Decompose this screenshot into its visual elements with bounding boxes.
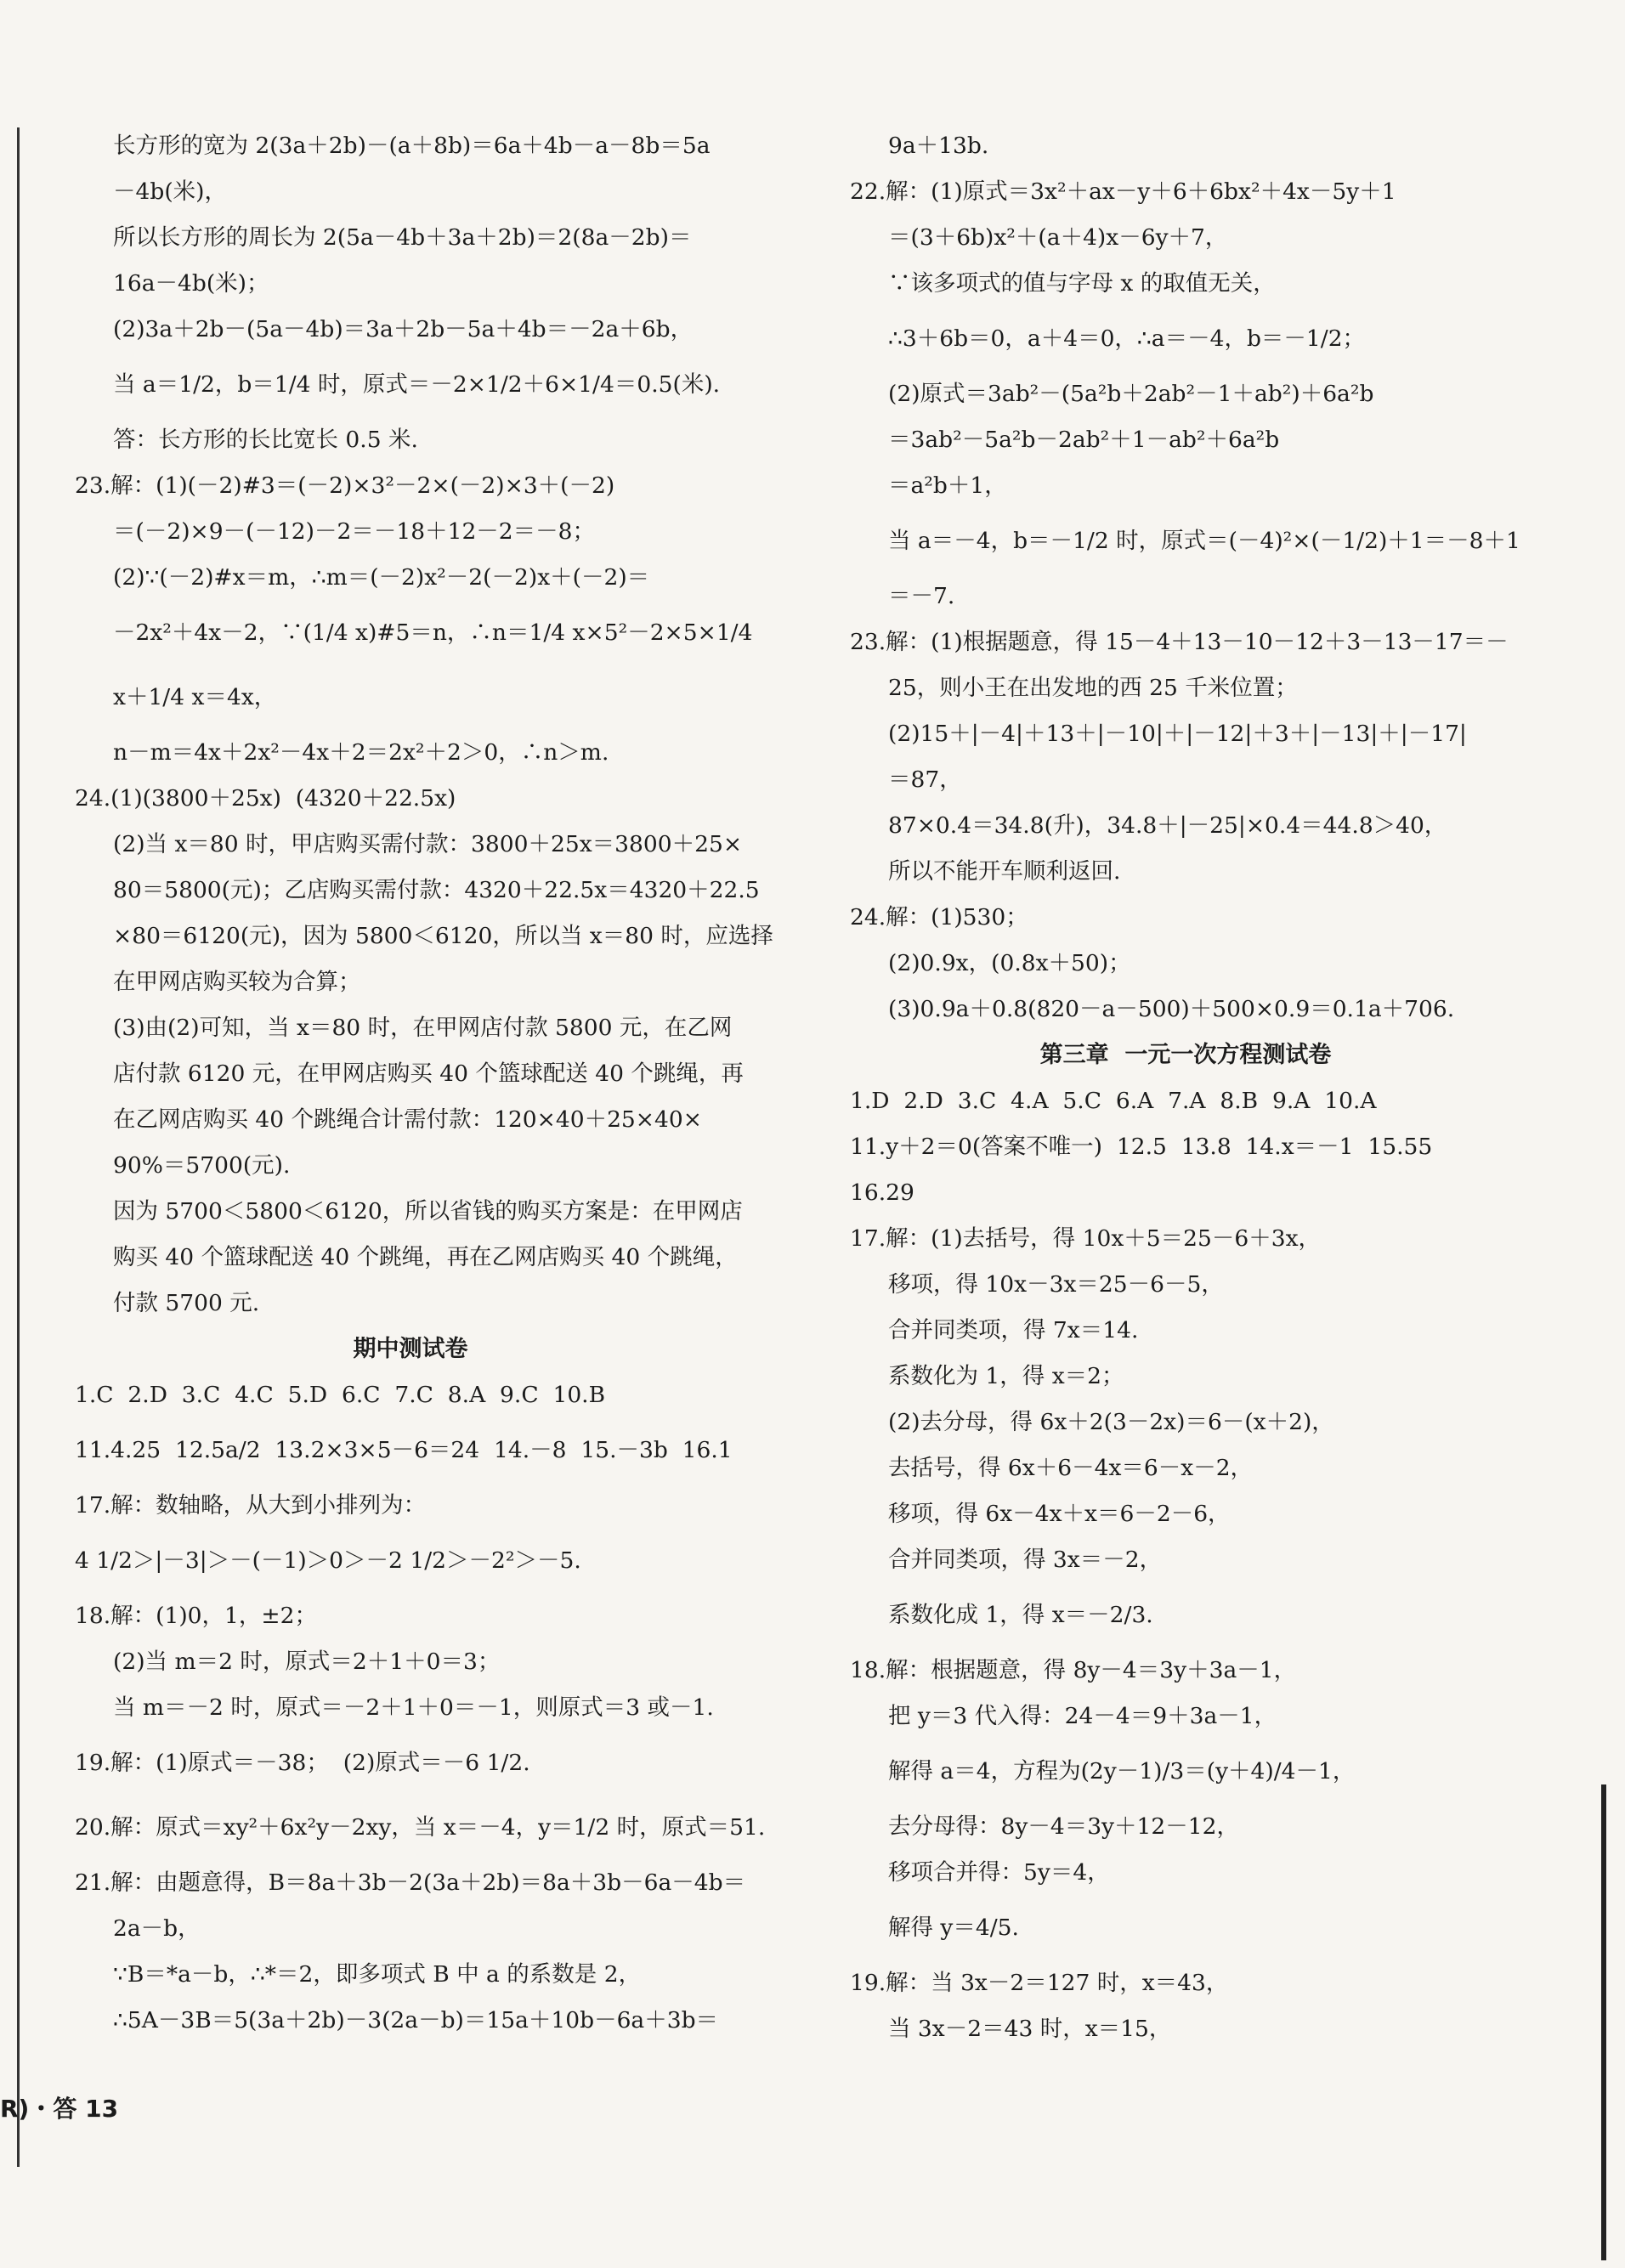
text-line: x＋1/4 x＝4x，: [113, 684, 277, 710]
text-line: (2)去分母，得 6x＋2(3－2x)＝6－(x＋2)，: [888, 1409, 1334, 1435]
question-line: 23.解：(1)根据题意，得 15－4＋13－10－12＋3－13－17＝－: [850, 629, 1509, 655]
question-line: 19.解：(1)原式＝－38； (2)原式＝－6 1/2.: [75, 1750, 530, 1776]
text-line: ＝a²b＋1，: [888, 472, 1007, 499]
text-line: 90%＝5700(元).: [113, 1152, 291, 1179]
binding-line: [17, 127, 20, 2167]
text-line: 16a－4b(米)；: [113, 270, 269, 297]
text-line: 当 3x－2＝43 时，x＝15，: [888, 2016, 1172, 2042]
text-line: 去括号，得 6x＋6－4x＝6－x－2，: [888, 1455, 1254, 1481]
text-line: 2a－b，: [113, 1915, 201, 1942]
answer-line: 1.D 2.D 3.C 4.A 5.C 6.A 7.A 8.B 9.A 10.A: [850, 1088, 1377, 1114]
section-title: 第三章 一元一次方程测试卷: [1039, 1042, 1332, 1068]
text-line: 长方形的宽为 2(3a＋2b)－(a＋8b)＝6a＋4b－a－8b＝5a: [113, 133, 711, 159]
question-line: 18.解：根据题意，得 8y－4＝3y＋3a－1，: [850, 1657, 1297, 1683]
text-line: (3)0.9a＋0.8(820－a－500)＋500×0.9＝0.1a＋706.: [888, 996, 1455, 1022]
text-line: 因为 5700＜5800＜6120，所以省钱的购买方案是：在甲网店: [113, 1198, 743, 1224]
text-line: ＝(3＋6b)x²＋(a＋4)x－6y＋7，: [888, 224, 1228, 251]
question-line: 18.解：(1)0，1，±2；: [75, 1603, 317, 1629]
text-line: 把 y＝3 代入得：24－4＝9＋3a－1，: [888, 1703, 1277, 1729]
text-line: ＝87，: [888, 766, 962, 793]
text-line: n－m＝4x＋2x²－4x＋2＝2x²＋2＞0，∴n＞m.: [113, 739, 609, 766]
left-column: [75, 123, 773, 2044]
text-line: 合并同类项，得 7x＝14.: [888, 1317, 1139, 1343]
text-line: 系数化成 1，得 x＝－2/3.: [888, 1602, 1153, 1628]
text-line: 解得 a＝4，方程为(2y－1)/3＝(y＋4)/4－1，: [888, 1758, 1356, 1784]
question-line: 19.解：当 3x－2＝127 时，x＝43，: [850, 1970, 1229, 1996]
text-line: 购买 40 个篮球配送 40 个跳绳，再在乙网店购买 40 个跳绳，: [113, 1244, 738, 1270]
text-line: (2)当 m＝2 时，原式＝2＋1＋0＝3；: [113, 1649, 501, 1675]
answer-line: 1.C 2.D 3.C 4.C 5.D 6.C 7.C 8.A 9.C 10.B: [75, 1382, 606, 1408]
text-line: 解得 y＝4/5.: [888, 1915, 1019, 1941]
text-line: －4b(米)，: [113, 178, 228, 205]
text-line: －2x²＋4x－2，∵(1/4 x)#5＝n，∴n＝1/4 x×5²－2×5×1/4: [113, 619, 753, 646]
answer-line: 11.y＋2＝0(答案不唯一) 12.5 13.8 14.x＝－1 15.55: [850, 1134, 1433, 1160]
text-line: ∵B＝*a－b，∴*＝2，即多项式 B 中 a 的系数是 2，: [113, 1961, 642, 1988]
text-line: 去分母得：8y－4＝3y＋12－12，: [888, 1813, 1239, 1840]
text-line: 合并同类项，得 3x＝－2，: [888, 1547, 1163, 1573]
text-line: 9a＋13b.: [888, 133, 989, 159]
binding-edge: [1601, 1784, 1606, 2260]
text-line: ＝－7.: [888, 583, 955, 609]
question-line: 22.解：(1)原式＝3x²＋ax－y＋6＋6bx²＋4x－5y＋1: [850, 178, 1396, 205]
text-line: 4 1/2＞|－3|＞－(－1)＞0＞－2 1/2＞－2²＞－5.: [75, 1547, 581, 1574]
question-line: 17.解：(1)去括号，得 10x＋5＝25－6＋3x，: [850, 1225, 1322, 1252]
question-line: 24.解：(1)530；: [850, 904, 1028, 930]
text-line: 在甲网店购买较为合算；: [113, 969, 361, 995]
text-line: 系数化为 1，得 x＝2；: [888, 1363, 1124, 1389]
text-line: (2)15＋|－4|＋13＋|－10|＋|－12|＋3＋|－13|＋|－17|: [888, 721, 1467, 747]
answer-line: 16.29: [850, 1179, 914, 1206]
text-line: 在乙网店购买 40 个跳绳合计需付款：120×40＋25×40×: [113, 1106, 702, 1133]
text-line: ∵该多项式的值与字母 x 的取值无关，: [888, 270, 1276, 297]
text-line: (3)由(2)可知，当 x＝80 时，在甲网店付款 5800 元，在乙网: [113, 1015, 733, 1041]
text-line: 当 a＝1/2，b＝1/4 时，原式＝－2×1/2＋6×1/4＝0.5(米).: [113, 371, 721, 398]
question-line: 21.解：由题意得，B＝8a＋3b－2(3a＋2b)＝8a＋3b－6a－4b＝: [75, 1869, 746, 1896]
answer-line: 11.4.25 12.5a/2 13.2×3×5－6＝24 14.－8 15.－3b 16.1: [75, 1437, 733, 1463]
text-line: 80＝5800(元)；乙店购买需付款：4320＋22.5x＝4320＋22.5: [113, 877, 760, 903]
right-column: [850, 123, 1521, 2052]
text-line: (2)∵(－2)#x＝m，∴m＝(－2)x²－2(－2)x＋(－2)＝: [113, 564, 650, 591]
question-line: 23.解：(1)(－2)#3＝(－2)×3²－2×(－2)×3＋(－2): [75, 472, 615, 499]
text-line: 87×0.4＝34.8(升)，34.8＋|－25|×0.4＝44.8＞40，: [888, 812, 1447, 839]
text-line: 移项，得 10x－3x＝25－6－5，: [888, 1271, 1224, 1298]
text-line: 答：长方形的长比宽长 0.5 米.: [113, 427, 418, 453]
text-line: ＝(－2)×9－(－12)－2＝－18＋12－2＝－8；: [113, 518, 596, 545]
text-line: 当 a＝－4，b＝－1/2 时，原式＝(－4)²×(－1/2)＋1＝－8＋1: [888, 528, 1520, 554]
section-title: 期中测试卷: [353, 1336, 468, 1362]
text-line: 所以长方形的周长为 2(5a－4b＋3a＋2b)＝2(8a－2b)＝: [113, 224, 692, 251]
text-line: ∴5A－3B＝5(3a＋2b)－3(2a－b)＝15a＋10b－6a＋3b＝: [113, 2007, 719, 2033]
text-line: (2)当 x＝80 时，甲店购买需付款：3800＋25x＝3800＋25×: [113, 831, 743, 857]
text-line: 店付款 6120 元，在甲网店购买 40 个篮球配送 40 个跳绳，再: [113, 1060, 744, 1087]
text-line: 25，则小王在出发地的西 25 千米位置；: [888, 675, 1298, 701]
question-line: 17.解：数轴略，从大到小排列为：: [75, 1492, 427, 1519]
text-line: ×80＝6120(元)，因为 5800＜6120，所以当 x＝80 时，应选择: [113, 923, 773, 949]
text-line: 付款 5700 元.: [113, 1290, 260, 1316]
question-line: 24.(1)(3800＋25x) (4320＋22.5x): [75, 785, 456, 812]
text-line: 移项，得 6x－4x＋x＝6－2－6，: [888, 1501, 1231, 1527]
text-line: 移项合并得：5y＝4，: [888, 1859, 1110, 1886]
text-line: (2)原式＝3ab²－(5a²b＋2ab²－1＋ab²)＋6a²b: [888, 381, 1374, 407]
text-line: (2)3a＋2b－(5a－4b)＝3a＋2b－5a＋4b＝－2a＋6b，: [113, 316, 694, 342]
text-line: 所以不能开车顺利返回.: [888, 858, 1121, 885]
text-line: ＝3ab²－5a²b－2ab²＋1－ab²＋6a²b: [888, 427, 1280, 453]
text-line: (2)0.9x，(0.8x＋50)；: [888, 950, 1131, 976]
text-line: ∴3＋6b＝0，a＋4＝0，∴a＝－4，b＝－1/2；: [888, 325, 1366, 352]
question-line: 20.解：原式＝xy²＋6x²y－2xy，当 x＝－4，y＝1/2 时，原式＝51.: [75, 1814, 766, 1841]
page-footer: R)・答 13: [0, 2095, 119, 2123]
text-line: 当 m＝－2 时，原式＝－2＋1＋0＝－1，则原式＝3 或－1.: [113, 1694, 714, 1721]
